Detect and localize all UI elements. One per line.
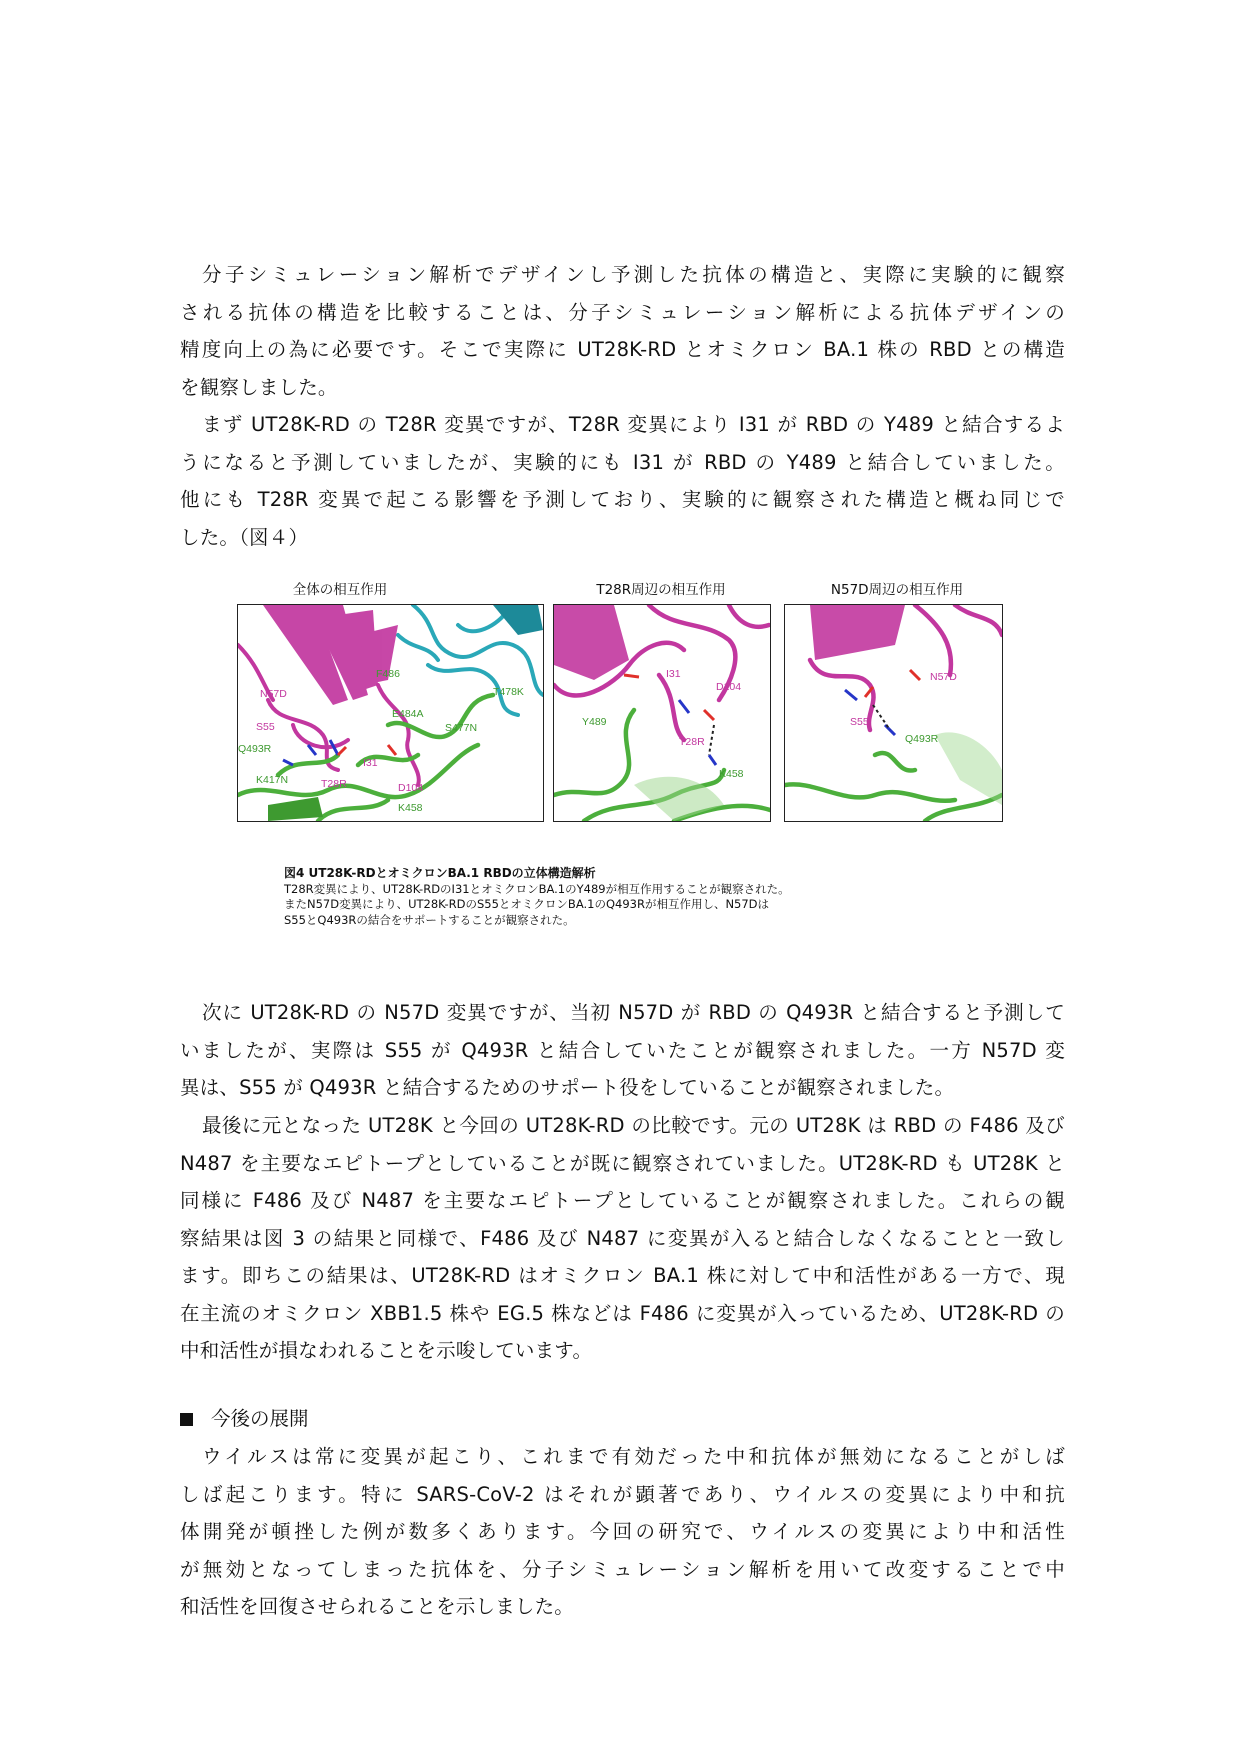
- text-line: 同様に F486 及び N487 を主要なエピトープとしていることが観察されました。これらの観: [180, 1189, 1065, 1212]
- text-line: した。（図４）: [180, 525, 309, 549]
- residue-label: T28R: [679, 736, 705, 748]
- text-line: ます。即ちこの結果は、UT28K-RD はオミクロン BA.1 株に対して中和活性がある一方で、現: [180, 1264, 1065, 1287]
- text-line: 精度向上の為に必要です。そこで実際に UT28K-RD とオミクロン BA.1 株の RBD との構造: [180, 338, 1065, 361]
- paragraph-ut28k-comparison: [180, 1107, 1065, 1370]
- text-line: 他にも T28R 変異で起こる影響を予測しており、実験的に観察された構造と概ね同じで: [180, 488, 1065, 511]
- figure-panel-n57d: [784, 604, 1003, 822]
- residue-label: E484A: [392, 708, 424, 720]
- residue-label: Q493R: [238, 743, 272, 755]
- figure-caption-line: T28R変異により、UT28K-RDのI31とオミクロンBA.1のY489が相互作用することが観察された。: [284, 881, 790, 896]
- figure-caption: [284, 866, 790, 928]
- residue-label: D104: [398, 782, 424, 794]
- paragraph-future-outlook: [180, 1438, 1065, 1626]
- protein-structure-image: [785, 605, 1002, 821]
- figure-panel-overall: [237, 604, 544, 822]
- residue-label: N57D: [930, 671, 957, 683]
- residue-label: Q493R: [905, 733, 939, 745]
- residue-label: Y489: [582, 716, 607, 728]
- text-line: を観察しました。: [180, 375, 338, 399]
- figure-panel-title-overall: 全体の相互作用: [292, 582, 388, 598]
- figure-panel-t28r: [553, 604, 771, 822]
- text-line: 察結果は図 3 の結果と同様で、F486 及び N487 に変異が入ると結合しなくなることと一致し: [180, 1226, 1065, 1250]
- residue-label: I31: [363, 757, 378, 769]
- text-line: 体開発が頓挫した例が数多くあります。今回の研究で、ウイルスの変異により中和活性: [180, 1520, 1065, 1543]
- text-line: 最後に元となった UT28K と今回の UT28K-RD の比較です。元の UT28K は RBD の F486 及び: [202, 1114, 1065, 1137]
- residue-label: T478K: [493, 686, 524, 698]
- protein-structure-image: [554, 605, 770, 821]
- residue-label: S477N: [445, 722, 478, 734]
- paragraph-t28r-mutation: [180, 406, 1065, 556]
- paragraph-n57d-mutation: [180, 994, 1065, 1107]
- text-line: 分子シミュレーション解析でデザインし予測した抗体の構造と、実際に実験的に観察: [202, 263, 1065, 286]
- residue-label: T28R: [321, 778, 347, 790]
- text-line: うになると予測していましたが、実験的にも I31 が RBD の Y489 と結合していました。: [180, 450, 1065, 474]
- residue-label: K417N: [256, 774, 289, 786]
- figure-panel-title-n57d: N57D周辺の相互作用: [830, 582, 964, 598]
- residue-label: K458: [398, 802, 423, 814]
- text-line: しば起こります。特に SARS-CoV-2 はそれが顕著であり、ウイルスの変異により中和抗: [180, 1482, 1065, 1506]
- figure-caption-line: S55とQ493Rの結合をサポートすることが観察された。: [284, 912, 575, 927]
- residue-label: F486: [376, 668, 400, 680]
- text-line: 和活性を回復させられることを示しました。: [180, 1595, 575, 1618]
- residue-label: I31: [666, 668, 681, 680]
- residue-label: S55: [256, 721, 275, 733]
- text-line: 在主流のオミクロン XBB1.5 株や EG.5 株などは F486 に変異が入っているため、UT28K-RD の: [180, 1301, 1065, 1325]
- paragraph-structure-comparison: [180, 256, 1065, 406]
- protein-structure-image: [238, 605, 543, 821]
- text-line: いましたが、実際は S55 が Q493R と結合していたことが観察されました。一方 N57D 変: [180, 1038, 1065, 1062]
- text-line: 中和活性が損なわれることを示唆しています。: [180, 1339, 593, 1362]
- text-line: 次に UT28K-RD の N57D 変異ですが、当初 N57D が RBD の Q493R と結合すると予測して: [202, 1001, 1065, 1024]
- residue-label: N57D: [260, 688, 287, 700]
- section-heading-text: 今後の展開: [211, 1407, 309, 1430]
- figure-caption-title: 図4 UT28K-RDとオミクロンBA.1 RBDの立体構造解析: [284, 866, 596, 880]
- square-bullet-icon: [180, 1413, 193, 1426]
- section-heading: [180, 1400, 309, 1437]
- text-line: まず UT28K-RD の T28R 変異ですが、T28R 変異により I31 が RBD の Y489 と結合するよ: [202, 413, 1065, 436]
- text-line: 異は、S55 が Q493R と結合するためのサポート役をしていることが観察されました。: [180, 1076, 955, 1099]
- text-line: ウイルスは常に変異が起こり、これまで有効だった中和抗体が無効になることがしば: [202, 1445, 1065, 1468]
- text-line: が無効となってしまった抗体を、分子シミュレーション解析を用いて改変することで中: [180, 1557, 1065, 1581]
- residue-label: K458: [719, 768, 744, 780]
- residue-label: D104: [716, 681, 742, 693]
- residue-label: S55: [850, 716, 869, 728]
- figure-caption-line: またN57D変異により、UT28K-RDのS55とオミクロンBA.1のQ493Rが相互作用し、N57Dは: [284, 897, 770, 911]
- text-line: される抗体の構造を比較することは、分子シミュレーション解析による抗体デザインの: [180, 300, 1065, 324]
- figure-panel-title-t28r: T28R周辺の相互作用: [596, 582, 726, 598]
- text-line: N487 を主要なエピトープとしていることが既に観察されていました。UT28K-RD も UT28K と: [180, 1151, 1065, 1175]
